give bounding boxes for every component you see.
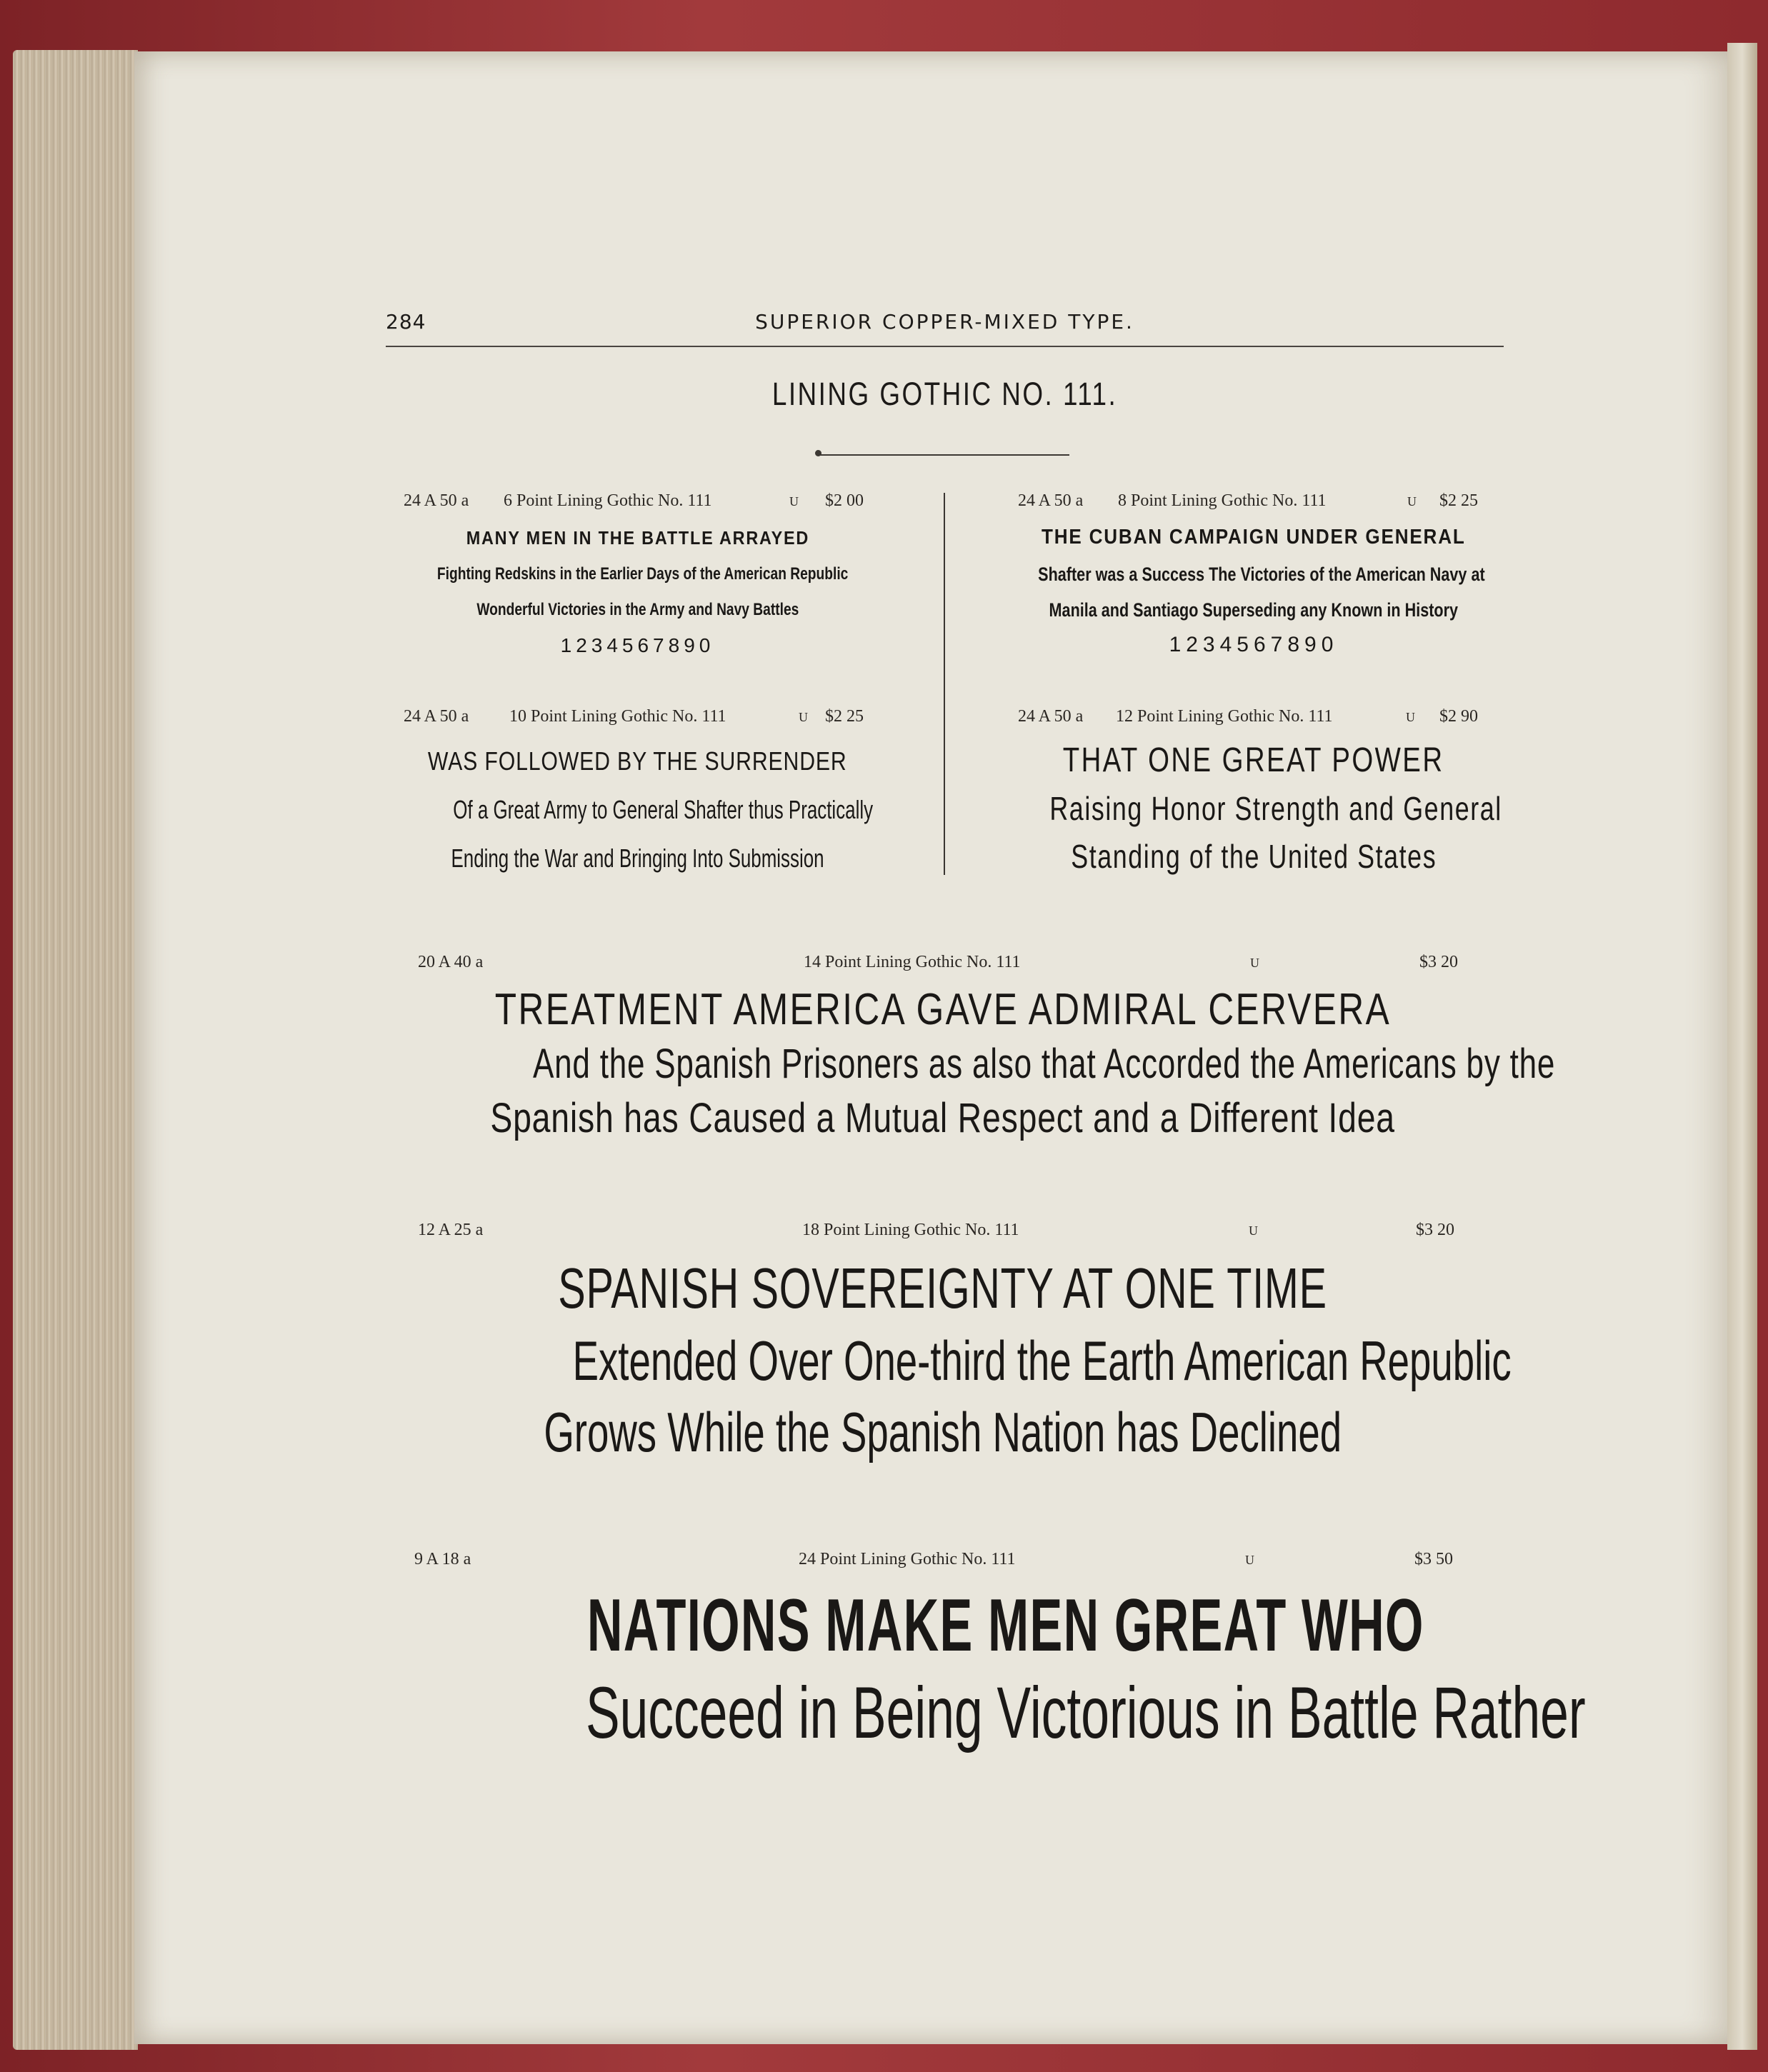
specimen-spec-10pt [404,707,882,731]
specimen-line: Extended Over One-third the Earth American Republic [572,1329,1512,1392]
mark: U [799,710,808,724]
size-label: 6 Point Lining Gothic No. 111 [504,491,712,510]
specimen-spec-14pt [418,953,1475,977]
specimen-line: Of a Great Army to General Shafter thus Practically [453,795,874,824]
facing-page-edge [1727,43,1757,2050]
specimen-line: Standing of the United States [1071,838,1437,875]
page-title: LINING GOTHIC NO. 111. [771,376,1118,412]
specimen-line: TREATMENT AMERICA GAVE ADMIRAL CERVERA [494,985,1392,1034]
specimen-line: Wonderful Victories in the Army and Navy Battles [476,600,799,619]
specimen-spec-6pt [404,491,882,516]
specimen-line: Succeed in Being Victorious in Battle Rather [585,1672,1586,1753]
price: $3 20 [1419,953,1458,971]
running-title: SUPERIOR COPPER-MIXED TYPE. [755,310,1134,334]
specimen-line: And the Spanish Prisoners as also that Accorded the Americans by the [532,1041,1556,1087]
specimen-line: Ending the War and Bringing Into Submission [451,844,824,873]
page-number: 284 [386,310,426,334]
size-label: 14 Point Lining Gothic No. 111 [804,953,1021,971]
specimen-line: 1234567890 [1169,633,1339,656]
specimen-line: THE CUBAN CAMPAIGN UNDER GENERAL [1042,526,1466,549]
specimen-line: Shafter was a Success The Victories of the American Navy at [1038,564,1485,585]
column-divider [944,493,945,875]
title-rule [818,454,1069,456]
size-label: 24 Point Lining Gothic No. 111 [799,1550,1016,1568]
price: $3 50 [1414,1550,1453,1568]
specimen-line: NATIONS MAKE MEN GREAT WHO [586,1584,1424,1667]
specimen-spec-8pt [1018,491,1497,516]
specimen-line: Spanish has Caused a Mutual Respect and a Different Idea [490,1095,1396,1141]
specimen-spec-18pt [418,1221,1475,1245]
page-edges [13,50,138,2050]
mark: U [1406,710,1415,724]
size-label: 8 Point Lining Gothic No. 111 [1118,491,1327,510]
specimen-line: THAT ONE GREAT POWER [1063,741,1444,779]
mark: U [1245,1553,1254,1567]
specimen-line: 1234567890 [560,634,715,656]
specimen-line: MANY MEN IN THE BATTLE ARRAYED [466,527,809,549]
quantity: 20 A 40 a [418,953,484,971]
quantity: 24 A 50 a [1018,491,1084,510]
running-header [386,310,1504,347]
specimen-line: Grows While the Spanish Nation has Declined [544,1401,1342,1463]
price: $2 00 [825,491,864,510]
specimen-line: Manila and Santiago Superseding any Known in History [1049,599,1459,621]
specimen-spec-12pt [1018,707,1497,731]
specimen-line: Fighting Redskins in the Earlier Days of the American Republic [436,564,849,584]
price: $2 25 [1439,491,1478,510]
mark: U [789,494,799,509]
size-label: 12 Point Lining Gothic No. 111 [1116,707,1333,726]
size-label: 10 Point Lining Gothic No. 111 [509,707,726,726]
specimen-line: WAS FOLLOWED BY THE SURRENDER [428,746,847,776]
size-label: 18 Point Lining Gothic No. 111 [802,1221,1019,1239]
price: $2 25 [825,707,864,726]
quantity: 9 A 18 a [414,1550,471,1568]
specimen-line: Raising Honor Strength and General [1049,790,1502,827]
price: $3 20 [1416,1221,1454,1239]
specimen-line: SPANISH SOVEREIGNTY AT ONE TIME [558,1256,1328,1320]
quantity: 24 A 50 a [404,707,469,726]
quantity: 12 A 25 a [418,1221,484,1239]
quantity: 24 A 50 a [404,491,469,510]
mark: U [1249,1223,1258,1238]
quantity: 24 A 50 a [1018,707,1084,726]
mark: U [1250,956,1259,970]
price: $2 90 [1439,707,1478,726]
mark: U [1407,494,1417,509]
specimen-spec-24pt [414,1550,1472,1574]
